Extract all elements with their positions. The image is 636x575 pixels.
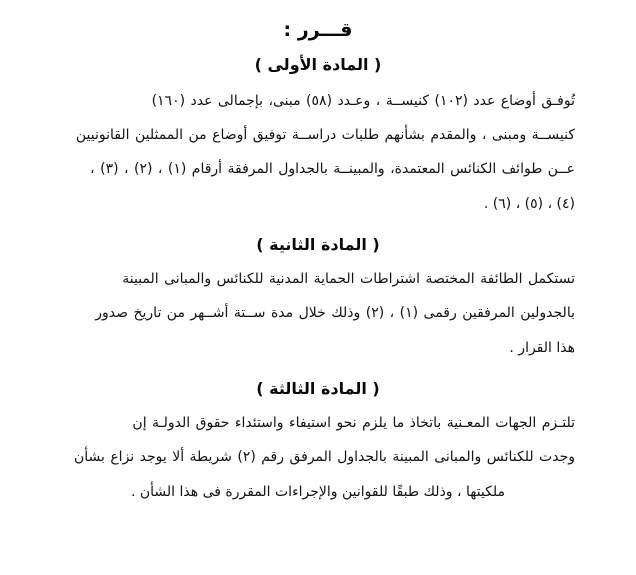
decree-heading: قـــرر : bbox=[283, 19, 353, 41]
article-heading-three: ( المادة الثالثة ) bbox=[256, 378, 380, 398]
article-two-line-1: تستكمل الطائفة المختصة اشتراطات الحماية المدنية للكنائس والمبانى المبينة bbox=[122, 271, 575, 288]
article-three-line-1: تلتـزم الجهات المعـنية باتخاذ ما يلزم نحو استيفاء واستئداء حقوق الدولـة إن bbox=[132, 415, 575, 432]
article-two-tail-line: هذا القرار . bbox=[509, 339, 575, 356]
article-three-line-2: وجدت للكنائس والمبانى المبينة بالجداول المرفق رقم (٢) شريطة ألا يوجد نزاع بشأن bbox=[73, 449, 575, 466]
article-one-line-3: عــن طوائف الكنائس المعتمدة، والمبينــة بالجداول المرفقة أرقام (١) ، (٢) ، (٣) ، bbox=[90, 161, 575, 178]
spacer-after-article-two bbox=[61, 365, 575, 369]
spacer-after-article-one bbox=[61, 221, 575, 225]
article-two-line-2: بالجدولين المرفقين رقمى (١) ، (٢) وذلك خلال مدة ســتة أشــهر من تاريخ صدور bbox=[95, 305, 575, 322]
article-one-tail-line: (٤) ، (٥) ، (٦) . bbox=[483, 195, 575, 212]
article-heading-one: ( المادة الأولى ) bbox=[254, 54, 382, 74]
article-one-line-2: كنيســة ومبنى ، والمقدم بشأنهم طلبات دراســة توفيق أوضاع من الممثلين القانونيين bbox=[75, 126, 575, 143]
article-one-body bbox=[61, 84, 575, 187]
article-two-body bbox=[61, 262, 575, 331]
article-heading-two: ( المادة الثانية ) bbox=[256, 234, 380, 254]
article-one-line-1: تُوفـق أوضاع عدد (١٠٢) كنيســة ، وعـدد (٥٨) مبنى، بإجمالى عدد (١٦٠) bbox=[151, 92, 575, 109]
article-three-body bbox=[61, 406, 575, 475]
article-three-tail-line: ملكيتها ، وذلك طبقًا للقوانين والإجراءات المقررة فى هذا الشأن . bbox=[130, 483, 506, 500]
